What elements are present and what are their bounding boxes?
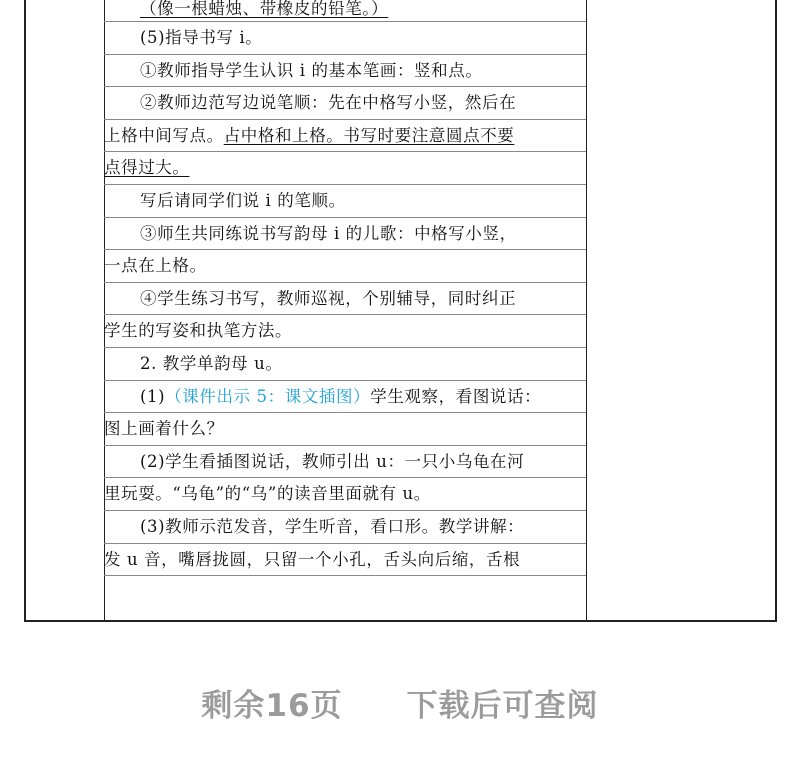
text-line: 点得过大。 [104, 152, 586, 185]
text-line: 一点在上格。 [104, 250, 586, 283]
text-line: ③师生共同练说书写韵母 i 的儿歌：中格写小竖， [104, 218, 586, 251]
text-line: (1)（课件出示 5：课文插图）学生观察，看图说话： [104, 381, 586, 414]
text-line: 里玩耍。“乌龟”的“乌”的读音里面就有 u。 [104, 478, 586, 511]
remaining-pages-text: 剩余16页 [201, 688, 343, 724]
download-to-view-text: 下载后可查阅 [406, 688, 599, 724]
courseware-link: （课件出示 5：课文插图） [165, 386, 371, 406]
text-line: (5)指导书写 i。 [104, 22, 586, 55]
text-line: 上格中间写点。占中格和上格。书写时要注意圆点不要 [104, 120, 586, 153]
download-footer[interactable] [0, 680, 800, 725]
text-line: 图上画着什么？ [104, 413, 586, 446]
text-line: 发 u 音，嘴唇拢圆，只留一个小孔，舌头向后缩，舌根 [104, 544, 586, 577]
text-line: 写后请同学们说 i 的笔顺。 [104, 185, 586, 218]
text-line: (2)学生看插图说话，教师引出 u：一只小乌龟在河 [104, 446, 586, 479]
lesson-content [104, 0, 586, 576]
text-line: 2. 教学单韵母 u。 [104, 348, 586, 381]
text-line: 学生的写姿和执笔方法。 [104, 315, 586, 348]
table-column-divider [586, 0, 587, 620]
text-line: ②教师边范写边说笔顺：先在中格写小竖，然后在 [104, 87, 586, 120]
text-line: （像一根蜡烛、带橡皮的铅笔。） [104, 0, 586, 22]
text-line: ④学生练习书写，教师巡视，个别辅导，同时纠正 [104, 283, 586, 316]
text-line: ①教师指导学生认识 i 的基本笔画：竖和点。 [104, 55, 586, 88]
text-line: (3)教师示范发音，学生听音，看口形。教学讲解： [104, 511, 586, 544]
